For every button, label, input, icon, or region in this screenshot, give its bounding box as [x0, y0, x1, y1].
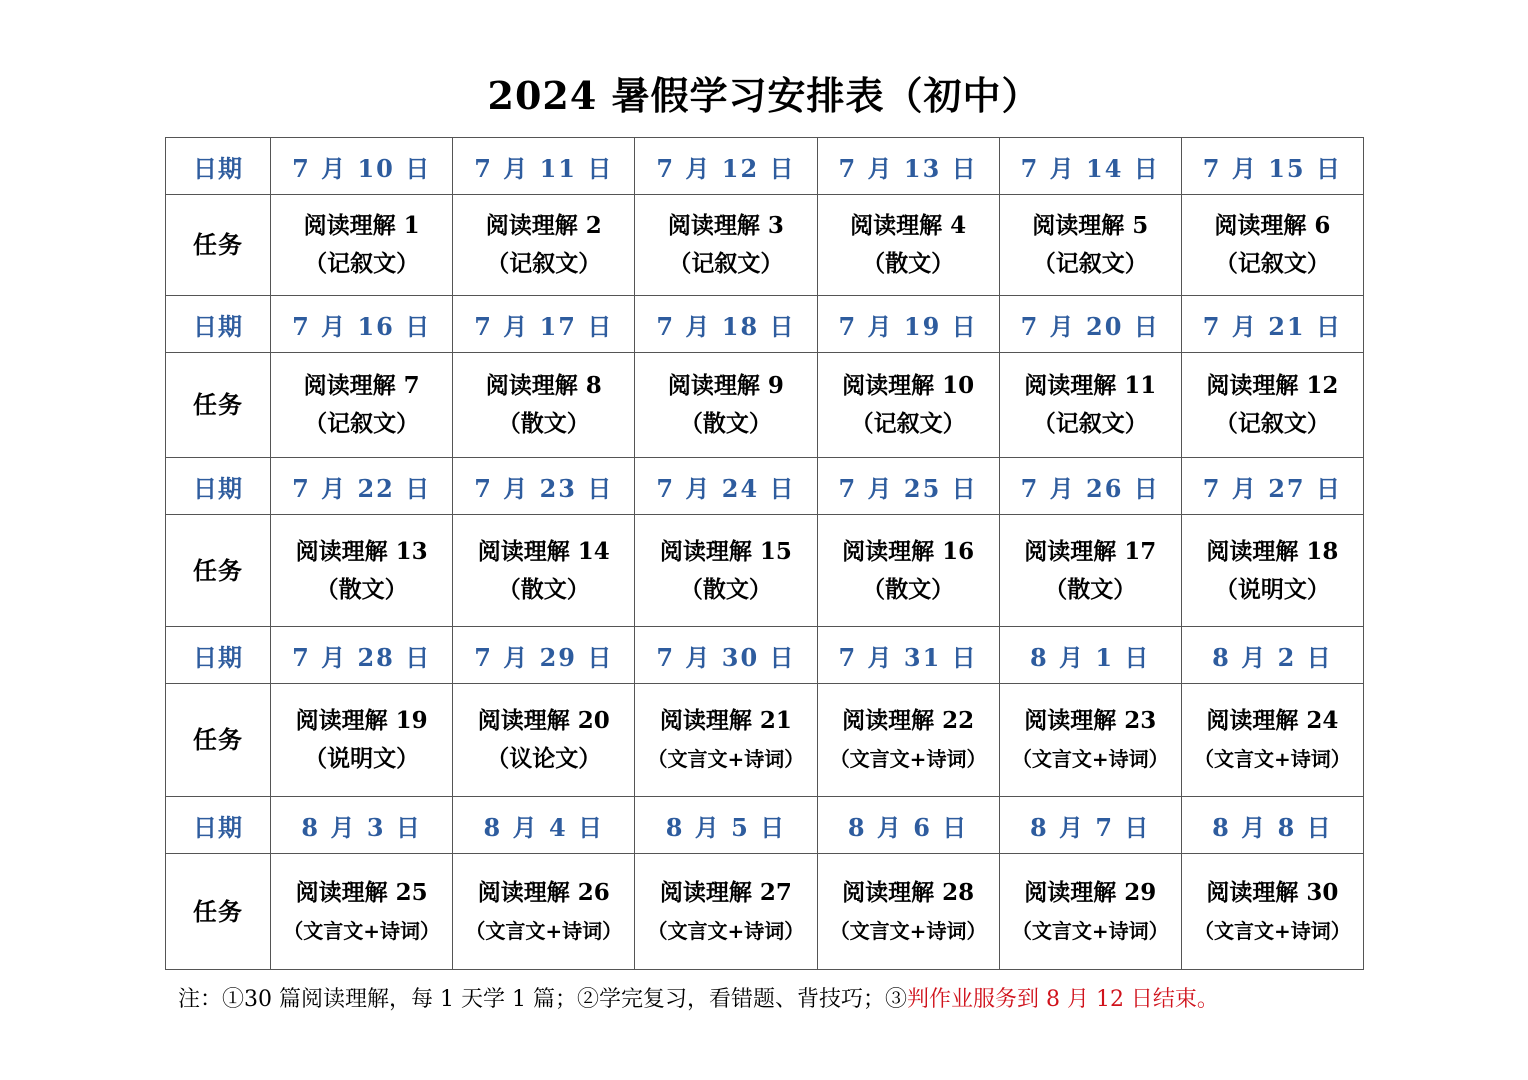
date-cell: 7 月 11 日 [453, 138, 635, 195]
task-title: 阅读理解 8 [485, 372, 602, 399]
date-cell: 7 月 29 日 [453, 627, 635, 684]
task-cell [1181, 684, 1363, 797]
task-cell [999, 515, 1181, 627]
task-title: 阅读理解 7 [303, 372, 420, 399]
date-row [166, 797, 1364, 854]
task-title: 阅读理解 18 [1206, 537, 1339, 565]
date-row [166, 627, 1364, 684]
task-cell [453, 854, 635, 970]
footnote [178, 980, 1378, 1020]
date-cell: 7 月 26 日 [999, 458, 1181, 515]
task-title: 阅读理解 3 [667, 212, 784, 239]
date-row [166, 458, 1364, 515]
date-cell: 7 月 14 日 [999, 138, 1181, 195]
task-title: 阅读理解 30 [1206, 878, 1339, 906]
task-cell [271, 515, 453, 627]
task-type: （记叙文） [304, 410, 420, 437]
task-title: 阅读理解 23 [1024, 707, 1157, 734]
task-cell [271, 353, 453, 458]
task-cell [453, 195, 635, 296]
date-cell: 8 月 3 日 [271, 797, 453, 854]
task-cell [635, 195, 817, 296]
task-row-label: 任务 [166, 353, 271, 458]
date-cell: 8 月 2 日 [1181, 627, 1363, 684]
task-type: （散文） [315, 575, 408, 603]
date-cell: 7 月 31 日 [817, 627, 999, 684]
date-row-label: 日期 [166, 627, 271, 684]
task-cell [999, 353, 1181, 458]
task-title: 阅读理解 11 [1024, 372, 1157, 399]
task-title: 阅读理解 9 [667, 372, 784, 399]
task-title: 阅读理解 2 [485, 212, 602, 239]
task-title: 阅读理解 5 [1032, 212, 1149, 239]
date-row [166, 296, 1364, 353]
task-type: （文言文+诗词） [1194, 918, 1351, 943]
task-type: （文言文+诗词） [647, 747, 805, 771]
date-row [166, 138, 1364, 195]
task-title: 阅读理解 21 [659, 707, 792, 734]
date-cell: 7 月 23 日 [453, 458, 635, 515]
task-title: 阅读理解 26 [477, 878, 610, 906]
task-row [166, 854, 1364, 970]
date-row-label: 日期 [166, 296, 271, 353]
task-cell [453, 353, 635, 458]
task-type: （散文） [497, 575, 590, 603]
date-cell: 8 月 6 日 [817, 797, 999, 854]
task-cell [1181, 515, 1363, 627]
date-row-label: 日期 [166, 797, 271, 854]
task-type: （记叙文） [1214, 410, 1330, 437]
task-type: （文言文+诗词） [1194, 747, 1351, 771]
task-title: 阅读理解 25 [295, 878, 428, 906]
task-cell [1181, 854, 1363, 970]
task-title: 阅读理解 22 [842, 707, 975, 734]
task-title: 阅读理解 15 [659, 537, 792, 565]
task-cell [817, 854, 999, 970]
task-type: （说明文） [304, 745, 420, 772]
date-cell: 7 月 24 日 [635, 458, 817, 515]
task-cell [817, 195, 999, 296]
task-title: 阅读理解 16 [842, 537, 975, 565]
date-row-label: 日期 [166, 138, 271, 195]
task-cell [271, 195, 453, 296]
task-cell [1181, 195, 1363, 296]
task-title: 阅读理解 4 [850, 212, 967, 239]
task-row-label: 任务 [166, 515, 271, 627]
task-type: （记叙文） [1214, 250, 1330, 277]
task-type: （文言文+诗词） [1011, 747, 1169, 771]
task-cell [635, 854, 817, 970]
task-type: （记叙文） [668, 250, 784, 277]
date-row-label: 日期 [166, 458, 271, 515]
task-title: 阅读理解 29 [1024, 878, 1157, 906]
task-title: 阅读理解 19 [295, 707, 428, 734]
task-type: （散文） [862, 250, 955, 277]
task-row [166, 684, 1364, 797]
date-cell: 8 月 4 日 [453, 797, 635, 854]
task-cell [999, 195, 1181, 296]
task-title: 阅读理解 17 [1024, 537, 1157, 565]
task-type: （散文） [1044, 575, 1137, 603]
task-type: （散文） [497, 410, 590, 437]
task-type: （散文） [679, 410, 772, 437]
task-title: 阅读理解 1 [303, 212, 420, 239]
date-cell: 8 月 5 日 [635, 797, 817, 854]
task-cell [635, 684, 817, 797]
date-cell: 7 月 22 日 [271, 458, 453, 515]
task-cell [271, 854, 453, 970]
task-type: （记叙文） [486, 250, 602, 277]
task-title: 阅读理解 13 [295, 537, 428, 565]
schedule-table [165, 137, 1364, 970]
task-row [166, 515, 1364, 627]
task-cell [1181, 353, 1363, 458]
task-row-label: 任务 [166, 195, 271, 296]
date-cell: 8 月 1 日 [999, 627, 1181, 684]
footnote-highlight: 判作业服务到 8 月 12 日结束。 [906, 987, 1219, 1012]
task-type: （议论文） [486, 745, 602, 772]
task-type: （记叙文） [1032, 410, 1148, 437]
task-title: 阅读理解 27 [659, 878, 792, 906]
task-cell [453, 684, 635, 797]
task-type: （说明文） [1214, 575, 1330, 603]
date-cell: 7 月 28 日 [271, 627, 453, 684]
date-cell: 8 月 8 日 [1181, 797, 1363, 854]
date-cell: 8 月 7 日 [999, 797, 1181, 854]
task-row [166, 353, 1364, 458]
date-cell: 7 月 30 日 [635, 627, 817, 684]
task-cell [999, 854, 1181, 970]
task-cell [817, 353, 999, 458]
date-cell: 7 月 17 日 [453, 296, 635, 353]
task-type: （文言文+诗词） [465, 918, 623, 943]
date-cell: 7 月 10 日 [271, 138, 453, 195]
task-type: （散文） [862, 575, 955, 603]
task-row-label: 任务 [166, 854, 271, 970]
date-cell: 7 月 16 日 [271, 296, 453, 353]
task-cell [271, 684, 453, 797]
task-type: （文言文+诗词） [829, 747, 987, 771]
task-cell [453, 515, 635, 627]
date-cell: 7 月 13 日 [817, 138, 999, 195]
task-title: 阅读理解 24 [1206, 707, 1339, 734]
date-cell: 7 月 27 日 [1181, 458, 1363, 515]
schedule-body [166, 138, 1364, 970]
task-cell [817, 684, 999, 797]
task-type: （散文） [679, 575, 772, 603]
date-cell: 7 月 12 日 [635, 138, 817, 195]
date-cell: 7 月 20 日 [999, 296, 1181, 353]
task-type: （文言文+诗词） [1011, 918, 1169, 943]
page-title: 2024 暑假学习安排表（初中） [487, 73, 1041, 118]
task-title: 阅读理解 6 [1214, 212, 1331, 239]
task-type: （文言文+诗词） [283, 918, 441, 943]
task-row [166, 195, 1364, 296]
task-cell [635, 353, 817, 458]
task-title: 阅读理解 20 [477, 707, 610, 734]
task-title: 阅读理解 28 [842, 878, 975, 906]
task-title: 阅读理解 10 [842, 372, 975, 399]
task-row-label: 任务 [166, 684, 271, 797]
date-cell: 7 月 19 日 [817, 296, 999, 353]
task-cell [635, 515, 817, 627]
date-cell: 7 月 15 日 [1181, 138, 1363, 195]
task-type: （记叙文） [850, 410, 966, 437]
task-type: （记叙文） [304, 250, 420, 277]
task-cell [999, 684, 1181, 797]
task-type: （记叙文） [1032, 250, 1148, 277]
date-cell: 7 月 18 日 [635, 296, 817, 353]
task-type: （文言文+诗词） [829, 918, 987, 943]
task-cell [817, 515, 999, 627]
task-title: 阅读理解 14 [477, 537, 610, 565]
date-cell: 7 月 25 日 [817, 458, 999, 515]
date-cell: 7 月 21 日 [1181, 296, 1363, 353]
task-type: （文言文+诗词） [647, 918, 805, 943]
footnote-text: 注：①30 篇阅读理解，每 1 天学 1 篇；②学完复习，看错题、背技巧；③ [178, 987, 907, 1012]
task-title: 阅读理解 12 [1206, 372, 1339, 399]
